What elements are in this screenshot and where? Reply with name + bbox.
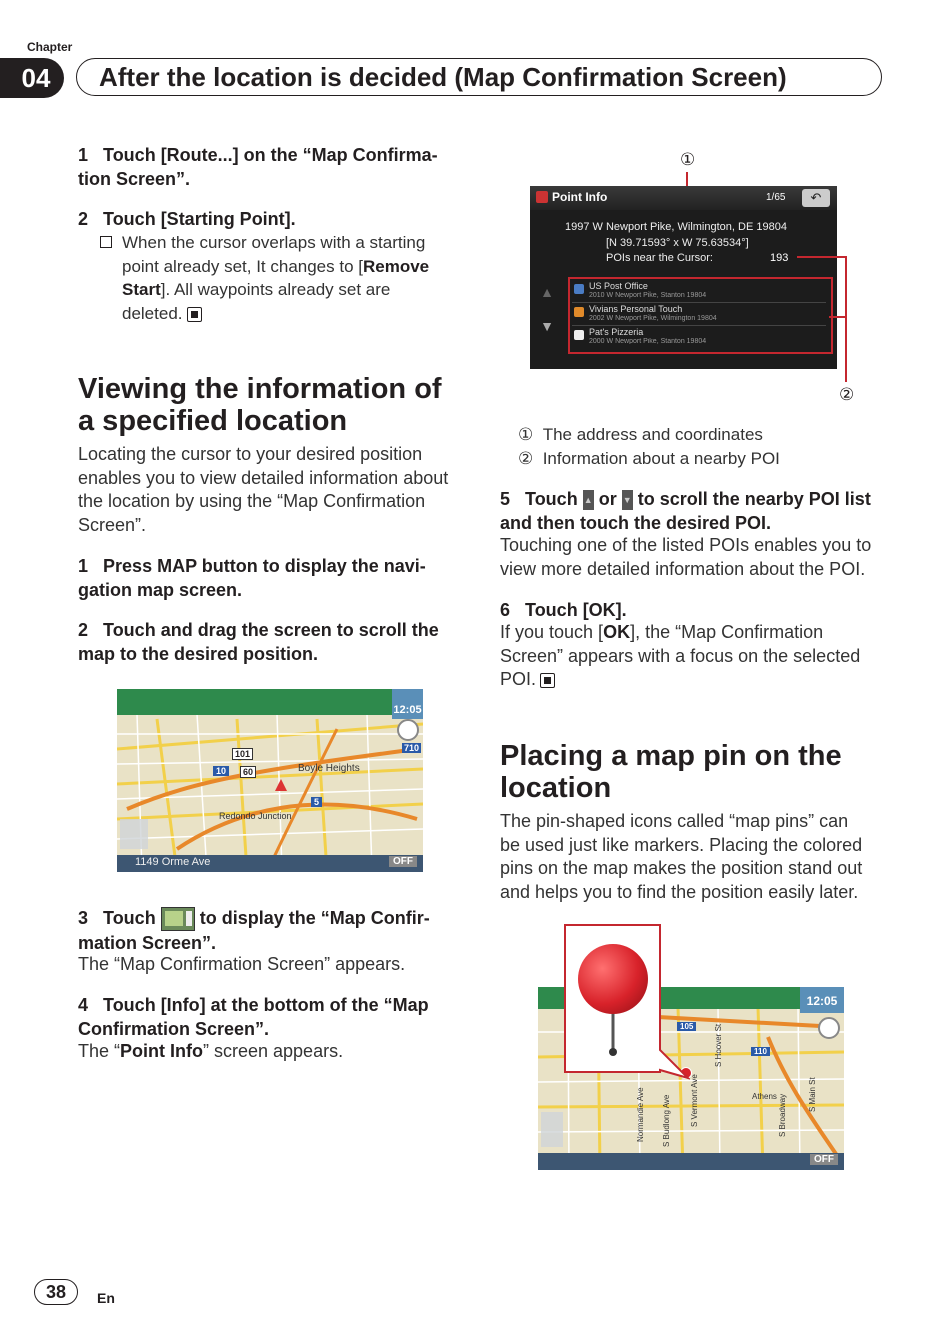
step-text: to display the “Map Confir- [199, 908, 430, 928]
map-top-bar [117, 689, 392, 715]
callout-2-line-top [797, 256, 847, 258]
highway-105-label: 105 [677, 1022, 696, 1031]
note-text: ]. All waypoints already set are [160, 280, 391, 299]
step-text: or [598, 489, 617, 509]
step-number: 6 [500, 600, 511, 620]
scroll-down-icon[interactable]: ▼ [622, 490, 633, 510]
intro-line: Screen”. [78, 514, 147, 535]
step-text: Touch [Starting Point]. [103, 209, 296, 229]
compass-icon[interactable] [818, 1017, 840, 1039]
pin-line: pins on the map makes the position stand out [500, 858, 863, 878]
desc-bold: Point Info [120, 1041, 203, 1061]
scroll-down-icon[interactable]: ▼ [540, 318, 554, 334]
section-title-viewing [78, 373, 442, 437]
note-text: deleted. [122, 303, 183, 323]
note-bullet-icon [100, 236, 112, 248]
map-bottom-bar [538, 1153, 844, 1170]
street-label: S Main St [808, 1077, 817, 1112]
section-title-line: a specified location [78, 405, 348, 437]
desc-line: view more detailed information about the POI. [500, 558, 866, 579]
step-text: Touch [525, 489, 578, 509]
highway-10-label: 10 [213, 766, 229, 776]
highway-60-label: 60 [240, 766, 256, 778]
map-clock: 12:05 [392, 689, 423, 719]
desc-text: The “ [78, 1041, 121, 1061]
step6-desc [500, 621, 910, 692]
map-label-boyle: Boyle Heights [298, 763, 360, 774]
poi-address: 2010 W Newport Pike, Stanton 19804 [589, 292, 707, 299]
poi-name: US Post Office [589, 281, 648, 291]
point-info-page: 1/65 [766, 192, 786, 203]
note-bold: Remove [362, 256, 430, 276]
poi-name: Vivians Personal Touch [589, 304, 683, 314]
legend-text: Information about a nearby POI [542, 448, 780, 468]
highway-101-label: 101 [232, 748, 253, 760]
map-side-controls[interactable] [120, 819, 148, 849]
step3-desc: The “Map Confirmation Screen” appears. [78, 954, 406, 974]
step-text-cont: and then touch the desired POI. [500, 513, 772, 533]
intro-line: Locating the cursor to your desired position [78, 444, 423, 464]
step-text-cont: tion Screen”. [78, 169, 191, 189]
step-text-cont: mation Screen”. [78, 933, 217, 954]
section-title-map-pin [500, 740, 842, 804]
scroll-up-icon[interactable]: ▲ [583, 490, 594, 510]
map-streets-graphic [117, 689, 423, 872]
step-drag-map [78, 618, 478, 666]
legend [518, 423, 780, 470]
cursor-arrow-icon [275, 779, 287, 791]
street-label: Normandie Ave [636, 1087, 645, 1142]
desc-bold: OK [603, 622, 631, 642]
scroll-up-icon[interactable]: ▲ [540, 284, 554, 300]
step-text-cont: Confirmation Screen”. [78, 1019, 270, 1039]
note-remove-start [100, 231, 470, 325]
legend-text: The address and coordinates [542, 425, 763, 444]
pin-paragraph [500, 810, 910, 904]
note-bold: Start [122, 280, 161, 299]
callout-2-line-vertical [845, 256, 847, 382]
chapter-label: Chapter [27, 40, 73, 54]
step-number: 2 [78, 620, 89, 640]
end-mark-icon [540, 673, 555, 688]
step-text-cont: map to the desired position. [78, 644, 319, 664]
map-street-name: 1149 Orme Ave [135, 856, 211, 868]
street-label: Athens [752, 1092, 777, 1101]
end-mark-icon [187, 307, 202, 322]
legend-mark: ② [518, 448, 534, 468]
language-code: En [97, 1290, 115, 1306]
note-text: point already set, It changes to [ [122, 256, 363, 276]
step-scroll-poi [500, 487, 910, 535]
desc-text: POI. [500, 669, 537, 689]
street-label: S Budlong Ave [662, 1094, 671, 1147]
callout-1-label: ① [680, 150, 696, 169]
pin-line: and helps you to find the position easily later. [500, 881, 859, 902]
step-number: 1 [78, 145, 89, 165]
poi-address: 2002 W Newport Pike, Wilmington 19804 [589, 315, 717, 322]
callout-2-frame [568, 277, 833, 354]
map-off-button[interactable]: OFF [810, 1154, 838, 1165]
step-text: Touch [103, 908, 156, 928]
page-title-text: After the location is decided (Map Confirmation Screen) [99, 61, 787, 92]
poi-address: 2000 W Newport Pike, Stanton 19804 [589, 338, 707, 344]
point-coordinates: [N 39.71593° x W 75.63534°] [606, 237, 749, 249]
step-number: 2 [78, 209, 89, 229]
legend-mark: ① [518, 425, 534, 444]
section-title-line: Placing a map pin on the [500, 740, 842, 772]
highway-710-label: 710 [404, 743, 420, 753]
navigation-map-screenshot [117, 689, 423, 872]
step-map-confirmation [78, 906, 478, 955]
intro-line: the location by using the “Map Confirmation [78, 491, 426, 511]
street-label: S Broadway [778, 1093, 787, 1137]
step-text: Press MAP button to display the navi- [103, 556, 426, 576]
point-info-icon [536, 191, 548, 203]
step-text-cont: gation map screen. [78, 580, 243, 600]
highway-5-label: 5 [311, 797, 322, 807]
section-title-line: Viewing the information of [78, 373, 442, 405]
pois-near-label: POIs near the Cursor: [606, 252, 713, 264]
street-label: S Hoover St [714, 1023, 723, 1067]
desc-line: Touching one of the listed POIs enables you to [500, 535, 872, 555]
step-number: 3 [78, 908, 89, 928]
step-text: Touch [Info] at the bottom of the “Map [103, 995, 429, 1015]
map-side-controls[interactable] [541, 1112, 563, 1147]
page-title [76, 58, 882, 96]
street-label: S Vermont Ave [690, 1074, 699, 1127]
step-ok [500, 598, 627, 622]
pois-count: 193 [770, 252, 789, 264]
pin-line: be used just like markers. Placing the colored [500, 834, 863, 855]
point-address: 1997 W Newport Pike, Wilmington, DE 19804 [565, 221, 787, 233]
back-button[interactable]: ↶ [802, 189, 830, 207]
map-pin-icon [578, 944, 648, 1014]
step-text: Touch and drag the screen to scroll the [103, 620, 439, 640]
step-info [78, 993, 478, 1041]
step-text: Touch [Route...] on the “Map Confirma- [103, 145, 438, 165]
step-starting-point [78, 207, 296, 231]
desc-line: Screen” appears with a focus on the selected [500, 645, 861, 666]
desc-text: ” screen appears. [203, 1041, 344, 1061]
pin-line: The pin-shaped icons called “map pins” can [500, 811, 849, 831]
step-number: 5 [500, 489, 511, 509]
step5-desc [500, 534, 910, 581]
step-text: Touch [OK]. [525, 600, 627, 620]
poi-name: Pat's Pizzeria [589, 327, 644, 337]
compass-icon[interactable] [397, 719, 419, 741]
step-route [78, 143, 478, 191]
map-label-redondo: Redondo Junction [219, 811, 292, 821]
page-number: 38 [34, 1279, 78, 1305]
step-number: 4 [78, 995, 89, 1015]
desc-text: ], the “Map Confirmation [630, 622, 824, 642]
intro-paragraph [78, 443, 478, 537]
step-text: to scroll the nearby POI list [637, 489, 871, 509]
point-info-title: Point Info [552, 190, 608, 204]
step-press-map [78, 554, 478, 602]
chapter-number: 04 [0, 58, 64, 98]
highway-110-label: 110 [751, 1047, 770, 1056]
note-text: When the cursor overlaps with a starting [122, 233, 426, 252]
intro-line: enables you to view detailed information about [78, 467, 449, 488]
step4-desc [78, 1040, 343, 1064]
step-number: 1 [78, 556, 89, 576]
desc-text: If you touch [ [500, 622, 604, 642]
map-off-button[interactable]: OFF [389, 856, 417, 867]
map-confirmation-icon[interactable] [161, 907, 195, 931]
callout-2-line-join [829, 316, 846, 318]
section-title-line: location [500, 772, 612, 804]
map-clock: 12:05 [800, 987, 844, 1013]
callout-2-label: ② [839, 385, 855, 404]
